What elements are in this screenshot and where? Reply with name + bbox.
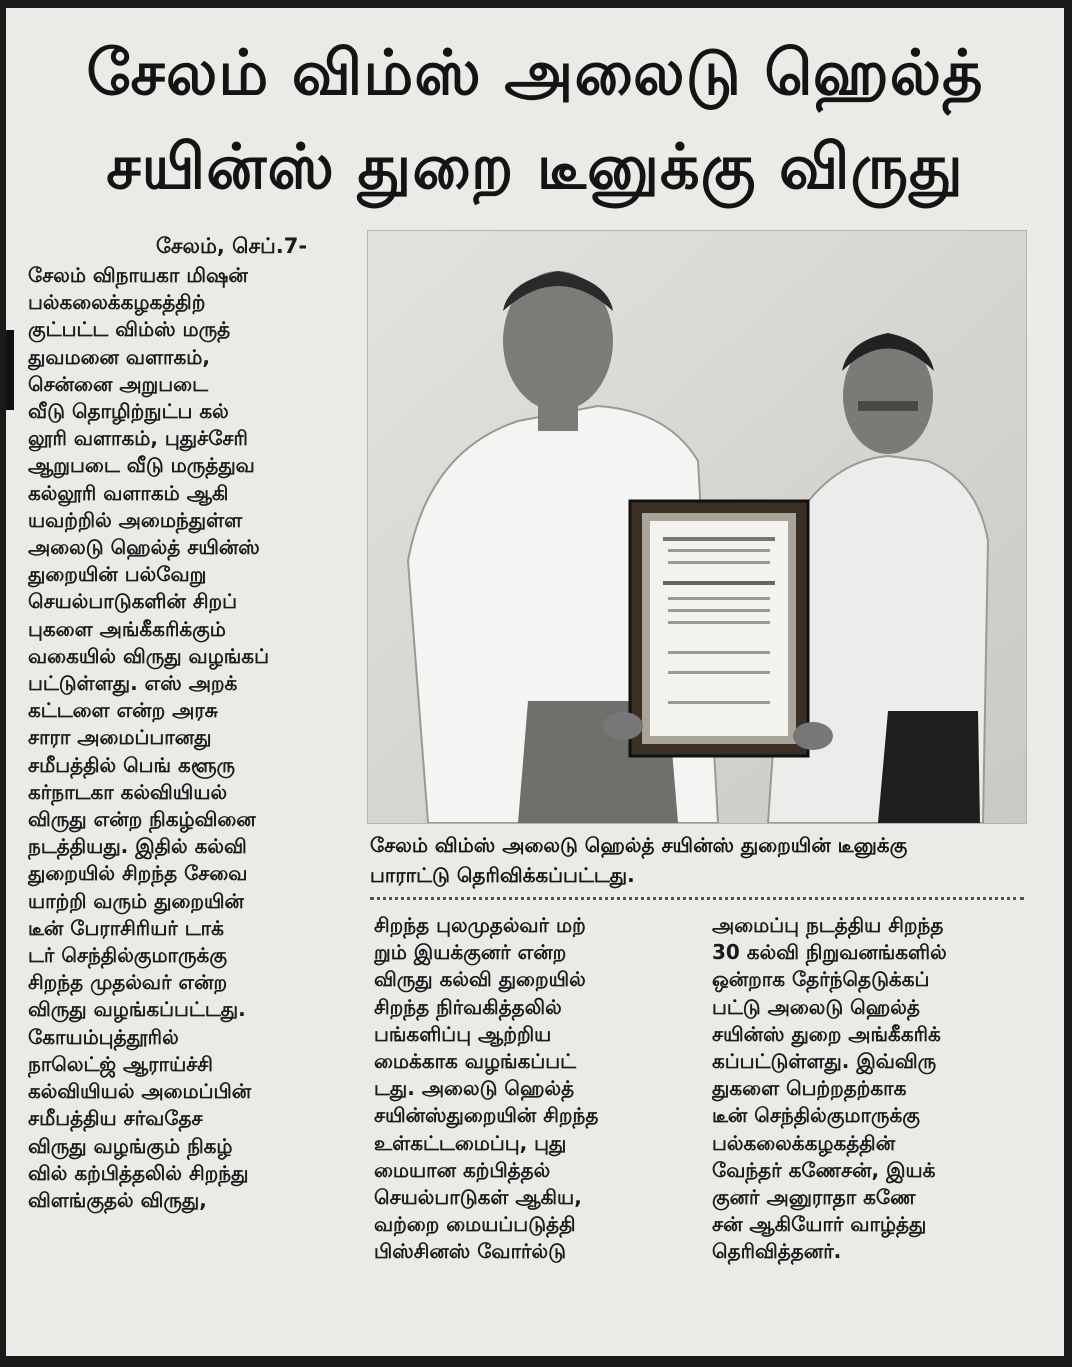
article-text-line: கர்நாடகா கல்வியியல் [28,779,228,804]
article-text-line: சிறந்த முதல்வர் என்ற [28,970,228,995]
article-text-line: நாலெட்ஜ் ஆராய்ச்சி [28,1051,213,1076]
news-photo [367,230,1027,824]
article-text-line: சமீபத்தில் பெங் களூரு [28,752,236,777]
article-text-line: பல்கலைக்கழகத்தின் [712,1130,896,1155]
article-text-line: விருது வழங்கப்பட்டது. [28,997,246,1022]
article-text-line: புகளை அங்கீகரிக்கும் [28,616,226,641]
article-text-line: வற்றை மையப்படுத்தி [374,1212,576,1237]
article-text-line: சாரா அமைப்பானது [28,725,212,750]
article-text-line: வீடு தொழிற்நுட்ப கல் [28,399,229,424]
article-text-line: துறையின் பல்வேறு [28,562,207,587]
article-text-line: நடத்தியது. இதில் கல்வி [28,834,247,859]
article-text-line: பல்கலைக்கழகத்திற் [28,290,206,315]
article-text-line: செயல்பாடுகளின் சிறப் [28,589,237,614]
article-column-3 [712,912,1056,1266]
article-text-line: விளங்குதல் விருது, [28,1187,207,1212]
article-text-line: விருது வழங்கும் நிகழ் [28,1133,233,1158]
article-text-line: துகளை பெற்றதற்காக [712,1076,907,1101]
article-text-line: டர் செந்தில்குமாருக்கு [28,943,227,968]
article-text-line: ஆறுபடை வீடு மருத்துவ [28,453,255,478]
article-text-line: வேந்தர் கணேசன், இயக் [712,1157,936,1182]
article-text-line: சன் ஆகியோர் வாழ்த்து [712,1212,927,1237]
article-text-line: சிறந்த புலமுதல்வர் மற் [374,913,586,937]
article-text-line: குட்பட்ட விம்ஸ் மருத் [28,317,231,342]
caption-line-1: சேலம் விம்ஸ் அலைடு ஹெல்த் சயின்ஸ் துறையின் டீனுக்கு [370,833,908,857]
caption-line-2: பாராட்டு தெரிவிக்கப்பட்டது. [370,863,635,887]
article-column-2 [374,912,692,1266]
article-text-line: லூரி வளாகம், புதுச்சேரி [28,426,248,451]
award-photo-illustration [368,231,1026,823]
article-text-line: கல்லூரி வளாகம் ஆகி [28,480,229,505]
article-column-1 [28,262,362,1214]
article-text-line: கட்டளை என்ற அரசு [28,698,218,723]
article-text-line: பட்டு அலைடு ஹெல்த் [712,994,920,1019]
article-text-line: அமைப்பு நடத்திய சிறந்த [712,913,944,937]
article-text-line: சமீபத்திய சர்வதேச [28,1106,203,1131]
article-text-line: வகையில் விருது வழங்கப் [28,643,269,668]
article-text-line: 30 கல்வி நிறுவனங்களில் [712,940,947,965]
article-text-line: விருது கல்வி துறையில் [374,967,586,992]
article-text-line: கப்பட்டுள்ளது. இவ்விரு [712,1049,937,1074]
article-text-line: மைக்காக வழங்கப்பட் [374,1049,577,1074]
award-certificate-frame [630,501,808,756]
photo-caption [370,830,1040,890]
article-text-line: கல்வியியல் அமைப்பின் [28,1079,252,1104]
column-rule-mark [6,330,14,410]
hand-right [793,722,833,750]
dateline: சேலம், செப்.7- [156,234,308,258]
article-text-line: கோயம்புத்தூரில் [28,1024,179,1049]
article-text-line: விருது என்ற நிகழ்வினை [28,807,256,832]
article-text-line: வில் கற்பித்தலில் சிறந்து [28,1160,249,1185]
article-text-line: பட்டுள்ளது. எஸ் அறக் [28,671,238,696]
article-text-line: டீன் பேராசிரியர் டாக் [28,915,224,940]
headline-line-1: சேலம் விம்ஸ் அலைடு ஹெல்த் [86,36,984,109]
article-text-line: அலைடு ஹெல்த் சயின்ஸ் [28,535,260,560]
article-text-line: சிறந்த நிர்வகித்தலில் [374,994,562,1019]
article-text-line: குனர் அனுராதா கணே [712,1185,916,1210]
article-text-line: றும் இயக்குனர் என்ற [374,940,567,965]
article-text-line: மையான கற்பித்தல் [374,1157,551,1182]
article-text-line: யாற்றி வரும் துறையின் [28,888,244,913]
article-text-line: டீன் செந்தில்குமாருக்கு [712,1103,920,1128]
hand-left [603,712,643,740]
article-text-line: சென்னை அறுபடை [28,371,208,396]
article-text-line: துவமனை வளாகம், [28,344,210,369]
article-text-line: யவற்றில் அமைந்துள்ள [28,507,243,532]
article-text-line: பிஸ்சினஸ் வோர்ல்டு [374,1239,566,1264]
newspaper-clipping [6,8,1064,1356]
article-text-line: ஒன்றாக தேர்ந்தெடுக்கப் [712,967,930,992]
article-text-line: உள்கட்டமைப்பு, புது [374,1130,567,1155]
article-text-line: டது. அலைடு ஹெல்த் [374,1076,575,1101]
article-text-line: சயின்ஸ் துறை அங்கீகரிக் [712,1021,941,1046]
article-text-line: சயின்ஸ்துறையின் சிறந்த [374,1103,599,1128]
caption-divider [370,897,1024,900]
article-text-line: துறையில் சிறந்த சேவை [28,861,248,886]
article-text-line: பங்களிப்பு ஆற்றிய [374,1021,552,1046]
headline-line-2: சயின்ஸ் துறை டீனுக்கு விருது [106,130,964,203]
article-text-line: செயல்பாடுகள் ஆகிய, [374,1185,582,1210]
article-text-line: சேலம் விநாயகா மிஷன் [28,263,248,287]
article-text-line: தெரிவித்தனர். [712,1239,842,1264]
